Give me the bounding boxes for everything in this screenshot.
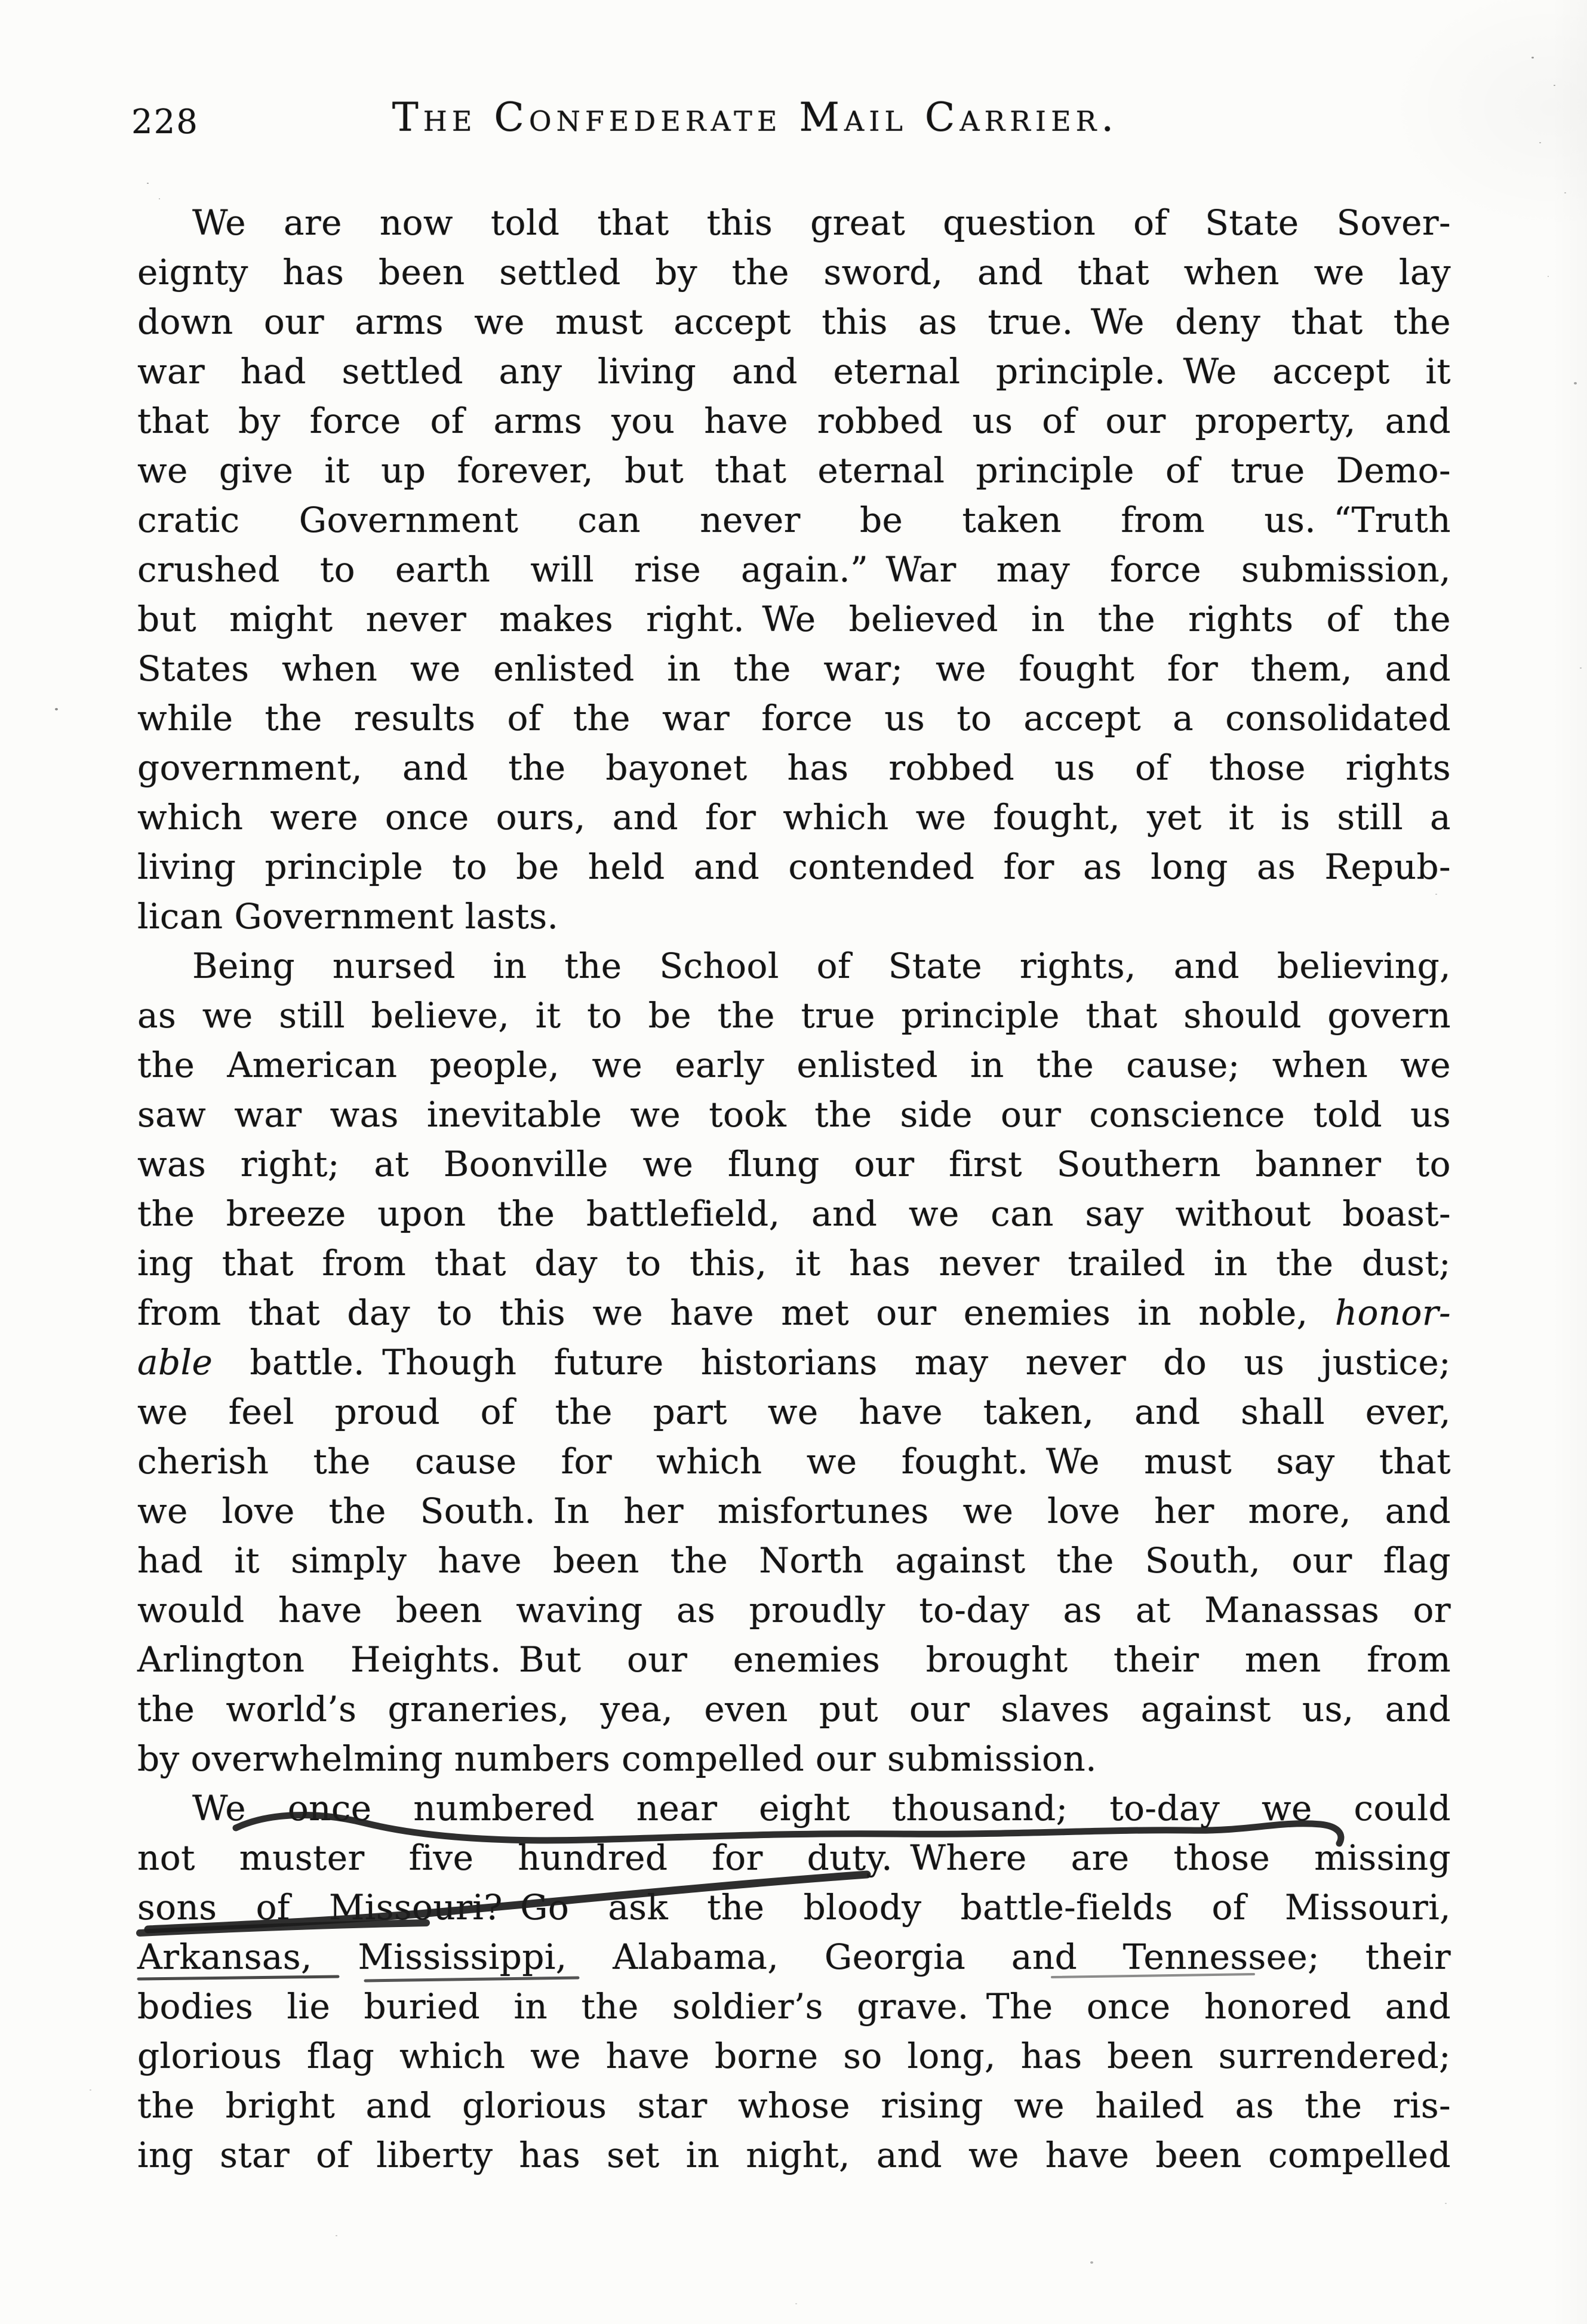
text-line: States when we enlisted in the war; we fought for them, and: [137, 648, 1451, 689]
paragraph: [137, 941, 1451, 1784]
text-line: but might never makes right. We believed in the rights of the: [137, 599, 1451, 639]
scan-speckle: [1539, 142, 1541, 143]
text-line: the bright and glorious star whose rising we hailed as the ris-: [137, 2085, 1451, 2126]
text-line: government, and the bayonet has robbed us of those rights: [137, 747, 1451, 788]
italic-text-segment: honor-: [1334, 1292, 1451, 1333]
text-line: war had settled any living and eternal principle. We accept it: [137, 351, 1451, 392]
text-line: [137, 1338, 1451, 1387]
scan-speckle: [147, 183, 149, 184]
text-line: by overwhelming numbers compelled our submission.: [137, 1738, 1097, 1779]
text-block: [137, 198, 1451, 2180]
scan-speckle: [336, 2235, 337, 2236]
text-line: living principle to be held and contended for as long as Repub-: [137, 847, 1451, 887]
text-line: that by force of arms you have robbed us of our property, and: [137, 401, 1451, 441]
text-line: down our arms we must accept this as true. We deny that the: [137, 301, 1451, 342]
text-line: glorious flag which we have borne so long, has been surrendered;: [137, 2036, 1451, 2076]
text-line: the American people, we early enlisted in the cause; when we: [137, 1045, 1451, 1085]
text-line: bodies lie buried in the soldier’s grave. The once honored and: [137, 1986, 1451, 2027]
text-line: crushed to earth will rise again.” War may force submission,: [137, 549, 1451, 590]
scan-speckle: [90, 2089, 91, 2091]
scan-speckle: [1445, 2203, 1447, 2204]
text-line: would have been waving as proudly to-day as at Manassas or: [137, 1590, 1451, 1630]
text-line: the world’s graneries, yea, even put our slaves against us, and: [137, 1689, 1451, 1729]
text-line: we love the South. In her misfortunes we love her more, and: [137, 1491, 1451, 1531]
text-line: We once numbered near eight thousand; to-day we could: [192, 1788, 1451, 1829]
text-line: we give it up forever, but that eternal principle of true Demo-: [137, 450, 1451, 491]
text-segment: from that day to this we have met our enemies in noble,: [137, 1292, 1335, 1333]
scan-speckle: [1554, 85, 1555, 86]
text-line: sons of Missouri? Go ask the bloody battle-fields of Missouri,: [137, 1887, 1451, 1928]
scan-speckle: [1564, 192, 1566, 193]
text-line: lican Government lasts.: [137, 896, 559, 937]
text-line: We are now told that this great question of State Sover-: [192, 202, 1451, 243]
text-line: cratic Government can never be taken from us. “Truth: [137, 500, 1451, 540]
text-line: was right; at Boonville we flung our first Southern banner to: [137, 1144, 1451, 1184]
text-line: eignty has been settled by the sword, and that when we lay: [137, 252, 1451, 293]
scan-speckle: [795, 2303, 797, 2304]
scan-speckle: [55, 708, 58, 710]
scan-speckle: [1580, 667, 1582, 669]
text-line: Arkansas, Mississippi, Alabama, Georgia and Tennessee; their: [137, 1937, 1451, 1977]
page-number: 228: [131, 103, 199, 141]
text-line: we feel proud of the part we have taken, and shall ever,: [137, 1392, 1451, 1432]
running-title: The Confederate Mail Carrier.: [392, 94, 1119, 140]
scan-speckle: [1548, 276, 1549, 277]
paragraph: [137, 1784, 1451, 2180]
paragraph: [137, 198, 1451, 941]
text-line: not muster five hundred for duty. Where are those missing: [137, 1837, 1451, 1878]
scan-speckle: [1574, 382, 1577, 384]
text-line: the breeze upon the battlefield, and we can say without boast-: [137, 1193, 1451, 1234]
text-line: ing star of liberty has set in night, and we have been compelled: [137, 2135, 1451, 2175]
text-line: had it simply have been the North against the South, our flag: [137, 1540, 1451, 1581]
italic-text-segment: able: [137, 1342, 213, 1383]
scan-speckle: [1531, 57, 1534, 59]
text-line: as we still believe, it to be the true principle that should govern: [137, 995, 1451, 1036]
text-line: Arlington Heights. But our enemies brought their men from: [137, 1639, 1451, 1680]
text-line: Being nursed in the School of State rights, and believing,: [192, 946, 1451, 986]
text-line: saw war was inevitable we took the side our conscience told us: [137, 1094, 1451, 1135]
text-line: while the results of the war force us to accept a consolidated: [137, 698, 1451, 738]
text-line: [137, 1288, 1451, 1338]
text-line: cherish the cause for which we fought. We must say that: [137, 1441, 1451, 1482]
running-head: [131, 94, 1451, 148]
text-line: ing that from that day to this, it has never trailed in the dust;: [137, 1243, 1451, 1283]
scan-speckle: [1090, 2261, 1093, 2264]
text-segment: battle. Though future historians may never do us justice;: [213, 1342, 1451, 1383]
text-line: which were once ours, and for which we fought, yet it is still a: [137, 797, 1451, 838]
